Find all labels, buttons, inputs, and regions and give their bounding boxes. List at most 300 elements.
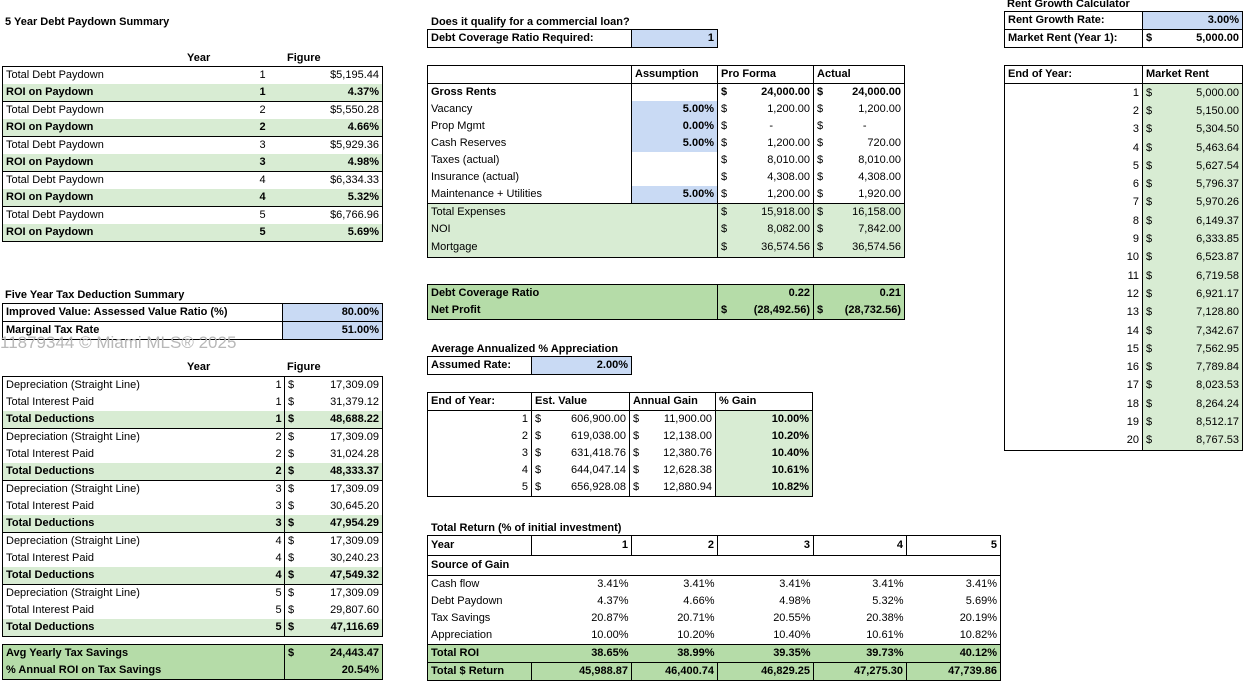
rent-year: 8 xyxy=(1132,214,1139,227)
depreciation-value: 17,309.09 xyxy=(299,585,383,603)
market-rent-row xyxy=(1005,139,1243,157)
dollar-sign: $ xyxy=(814,152,826,169)
total-deductions-year: 2 xyxy=(273,463,285,481)
total-deductions-label: Total Deductions xyxy=(3,567,273,585)
interest-paid-row xyxy=(3,498,383,515)
dollar-sign: $ xyxy=(630,479,642,497)
depreciation-label: Depreciation (Straight Line) xyxy=(3,481,273,499)
appreciation-year: 3 xyxy=(521,447,528,459)
market-rent-row xyxy=(1005,84,1243,103)
interest-paid-row xyxy=(3,602,383,619)
market-rent-value: 6,719.58 xyxy=(1157,267,1243,285)
dcr-required-input[interactable]: 1 xyxy=(632,30,718,48)
dollar-sign: $ xyxy=(285,377,299,395)
dollar-sign: $ xyxy=(1143,285,1157,303)
source-value: 10.20% xyxy=(677,629,715,641)
debt-paydown-year: 3 xyxy=(233,137,293,155)
market-rent-header: Market Rent xyxy=(1143,66,1243,84)
dollar-sign: $ xyxy=(814,118,826,135)
market-rent-row xyxy=(1005,249,1243,267)
total-deductions-label: Total Deductions xyxy=(3,515,273,533)
roi-paydown-year: 5 xyxy=(233,224,293,242)
market-rent-row xyxy=(1005,157,1243,175)
dollar-sign: $ xyxy=(718,84,730,102)
dollar-sign: $ xyxy=(532,462,544,479)
total-deductions-label: Total Deductions xyxy=(3,619,273,637)
depreciation-value: 17,309.09 xyxy=(299,481,383,499)
dollar-sign: $ xyxy=(1143,139,1157,157)
empty-cell xyxy=(532,556,632,576)
rent-growth-rate-label: Rent Growth Rate: xyxy=(1005,12,1143,30)
depreciation-year: 3 xyxy=(273,481,285,499)
total-deductions-value: 48,688.22 xyxy=(299,411,383,429)
market-rent-value: 7,562.95 xyxy=(1157,340,1243,358)
rent-year: 18 xyxy=(1126,397,1139,410)
dcr-actual: 0.21 xyxy=(879,287,901,299)
source-value: 10.40% xyxy=(773,629,811,641)
net-profit-proforma: (28,492.56) xyxy=(753,304,810,316)
total-roi-value: 38.65% xyxy=(532,645,632,663)
market-rent-input[interactable]: 5,000.00 xyxy=(1196,32,1239,44)
market-rent-value: 5,796.37 xyxy=(1157,175,1243,193)
debt-paydown-figure: $5,929.36 xyxy=(293,137,383,155)
depreciation-value: 17,309.09 xyxy=(299,377,383,395)
debt-paydown-figure: $6,334.33 xyxy=(293,172,383,190)
roi-paydown-row xyxy=(3,224,383,242)
dollar-sign: $ xyxy=(1143,230,1157,248)
debt-paydown-label: Total Debt Paydown xyxy=(3,67,233,85)
market-rent-row xyxy=(1005,194,1243,212)
debt-paydown-label: Total Debt Paydown xyxy=(3,137,233,155)
source-of-gain-row xyxy=(428,556,1001,576)
dollar-sign: $ xyxy=(630,428,642,445)
total-return-value: 46,400.74 xyxy=(632,663,718,681)
total-return-row xyxy=(428,576,1001,594)
rent-year: 5 xyxy=(1132,159,1139,172)
market-rent-value: 5,000.00 xyxy=(1157,84,1243,103)
debt-paydown-figure-header: Figure xyxy=(287,52,321,64)
proforma-value: 1,200.00 xyxy=(767,103,811,115)
market-rent-row xyxy=(1005,102,1243,120)
rent-year: 6 xyxy=(1132,178,1139,191)
proforma-row-label: Gross Rents xyxy=(431,86,497,98)
market-rent-value: 7,342.67 xyxy=(1157,322,1243,340)
year-header: 2 xyxy=(632,536,718,556)
total-deductions-label: Total Deductions xyxy=(3,411,273,429)
rent-year: 16 xyxy=(1126,361,1139,374)
proforma-total-value: 8,082.00 xyxy=(730,221,814,238)
assumption-input xyxy=(632,169,718,186)
net-profit-actual: (28,732.56) xyxy=(844,304,901,316)
total-deductions-year: 4 xyxy=(273,567,285,585)
total-roi-value: 39.73% xyxy=(814,645,907,663)
roi-paydown-row xyxy=(3,119,383,137)
proforma-header-row xyxy=(428,66,905,84)
source-label: Debt Paydown xyxy=(431,595,503,607)
source-value: 5.69% xyxy=(965,595,997,607)
assumed-rate-input[interactable]: 2.00% xyxy=(532,357,632,375)
source-value: 10.82% xyxy=(959,629,997,641)
dollar-sign: $ xyxy=(718,302,730,320)
proforma-row xyxy=(428,152,905,169)
dollar-sign: $ xyxy=(285,394,299,411)
pct-gain: 10.00% xyxy=(716,411,813,429)
annual-gain: 12,880.94 xyxy=(663,481,713,493)
annual-roi-tax-label: % Annual ROI on Tax Savings xyxy=(6,664,162,676)
dollar-sign: $ xyxy=(1143,358,1157,376)
year-header: 3 xyxy=(718,536,814,556)
source-label: Cash flow xyxy=(431,578,480,590)
total-deductions-value: 47,954.29 xyxy=(299,515,383,533)
dollar-sign: $ xyxy=(630,445,642,462)
roi-paydown-label: ROI on Paydown xyxy=(3,84,233,102)
depreciation-row xyxy=(3,585,383,603)
tax-deduction-table xyxy=(2,376,383,637)
proforma-total-row xyxy=(428,204,905,222)
depreciation-value: 17,309.09 xyxy=(299,429,383,447)
total-return-row xyxy=(428,627,1001,645)
interest-paid-label: Total Interest Paid xyxy=(3,498,273,515)
proforma-value: 24,000.00 xyxy=(761,86,811,98)
dollar-sign: $ xyxy=(1143,304,1157,322)
debt-paydown-year: 2 xyxy=(233,102,293,120)
source-value: 3.41% xyxy=(965,578,997,590)
dollar-sign: $ xyxy=(1143,413,1157,431)
est-value-header: Est. Value xyxy=(532,393,630,411)
interest-paid-value: 31,024.28 xyxy=(299,446,383,463)
total-dollar-return-row xyxy=(428,663,1001,681)
debt-paydown-year: 5 xyxy=(233,207,293,225)
dollar-sign: $ xyxy=(1143,395,1157,413)
interest-paid-year: 4 xyxy=(275,552,282,564)
total-return-table xyxy=(427,535,1001,681)
dollar-sign: $ xyxy=(285,446,299,463)
dollar-sign: $ xyxy=(718,118,730,135)
roi-paydown-row xyxy=(3,84,383,102)
rent-year: 10 xyxy=(1126,251,1139,264)
dollar-sign: $ xyxy=(285,411,299,429)
debt-paydown-figure: $5,195.44 xyxy=(293,67,383,85)
rent-year: 2 xyxy=(1132,104,1139,117)
rent-growth-title: Rent Growth Calculator xyxy=(1007,0,1130,10)
depreciation-year: 4 xyxy=(273,533,285,551)
roi-paydown-label: ROI on Paydown xyxy=(3,154,233,172)
proforma-value: 1,200.00 xyxy=(767,188,811,200)
total-deductions-year: 3 xyxy=(273,515,285,533)
dollar-sign: $ xyxy=(285,498,299,515)
commercial-loan-title: Does it qualify for a commercial loan? xyxy=(431,16,630,28)
market-rent-row xyxy=(1005,304,1243,322)
depreciation-row xyxy=(3,533,383,551)
market-rent-value: 5,150.00 xyxy=(1157,102,1243,120)
source-value: 10.00% xyxy=(591,629,629,641)
annual-gain: 12,138.00 xyxy=(663,430,713,442)
annual-gain-header: Annual Gain xyxy=(630,393,716,411)
proforma-row xyxy=(428,135,905,152)
proforma-row xyxy=(428,169,905,186)
debt-paydown-figure: $5,550.28 xyxy=(293,102,383,120)
actual-value: 4,308.00 xyxy=(858,171,902,183)
interest-paid-value: 30,645.20 xyxy=(299,498,383,515)
rent-year: 9 xyxy=(1132,233,1139,246)
dollar-sign: $ xyxy=(285,463,299,481)
market-rent-row xyxy=(1005,230,1243,248)
market-rent-table xyxy=(1004,65,1243,451)
dollar-sign: $ xyxy=(718,204,730,222)
dollar-sign: $ xyxy=(1143,322,1157,340)
interest-paid-row xyxy=(3,446,383,463)
tax-year-header: Year xyxy=(187,361,211,373)
annual-roi-tax-value: 20.54% xyxy=(341,664,379,676)
total-deductions-value: 47,549.32 xyxy=(299,567,383,585)
market-rent-header-row xyxy=(1005,66,1243,84)
source-value: 3.41% xyxy=(597,578,629,590)
total-deductions-value: 47,116.69 xyxy=(299,619,383,637)
dcr-label: Debt Coverage Ratio xyxy=(431,287,540,299)
roi-paydown-value: 5.32% xyxy=(293,189,383,207)
market-rent-value: 8,023.53 xyxy=(1157,377,1243,395)
proforma-corner xyxy=(428,66,632,84)
market-rent-row xyxy=(1005,175,1243,193)
source-label: Tax Savings xyxy=(431,612,491,624)
appreciation-row xyxy=(428,428,813,445)
dollar-sign: $ xyxy=(532,428,544,445)
dollar-sign: $ xyxy=(814,101,826,118)
assumption-input[interactable]: 5.00% xyxy=(632,135,718,152)
depreciation-year: 2 xyxy=(273,429,285,447)
annual-gain: 12,628.38 xyxy=(663,464,713,476)
depreciation-row xyxy=(3,377,383,395)
dollar-sign: $ xyxy=(814,84,826,102)
empty-cell xyxy=(814,556,907,576)
assumption-input[interactable]: 5.00% xyxy=(632,101,718,118)
proforma-value: - xyxy=(769,120,774,132)
market-rent-value: 8,264.24 xyxy=(1157,395,1243,413)
market-rent-row xyxy=(1005,267,1243,285)
total-return-label: Total $ Return xyxy=(428,663,532,681)
actual-total-value: 7,842.00 xyxy=(826,221,905,238)
appreciation-table xyxy=(427,392,813,497)
proforma-header: Pro Forma xyxy=(718,66,814,84)
proforma-row-label: Maintenance + Utilities xyxy=(431,188,542,200)
dollar-sign: $ xyxy=(285,602,299,619)
marginal-tax-input[interactable]: 51.00% xyxy=(283,322,383,340)
proforma-total-label: NOI xyxy=(428,221,718,238)
total-return-value: 46,829.25 xyxy=(718,663,814,681)
assumed-rate-label: Assumed Rate: xyxy=(431,359,512,371)
dollar-sign: $ xyxy=(718,186,730,204)
appreciation-row xyxy=(428,479,813,497)
actual-value: 8,010.00 xyxy=(858,154,902,166)
est-value: 656,928.08 xyxy=(570,481,627,493)
assumption-header: Assumption xyxy=(632,66,718,84)
proforma-row xyxy=(428,84,905,102)
dollar-sign: $ xyxy=(1143,212,1157,230)
appreciation-row xyxy=(428,411,813,429)
pct-gain: 10.20% xyxy=(716,428,813,445)
debt-paydown-figure: $6,766.96 xyxy=(293,207,383,225)
dollar-sign: $ xyxy=(814,135,826,152)
market-rent-row xyxy=(1005,340,1243,358)
debt-paydown-row xyxy=(3,207,383,225)
pct-gain: 10.82% xyxy=(716,479,813,497)
rent-growth-rate-input[interactable]: 3.00% xyxy=(1157,12,1243,30)
roi-paydown-year: 3 xyxy=(233,154,293,172)
interest-paid-row xyxy=(3,550,383,567)
dollar-sign: $ xyxy=(1143,267,1157,285)
dollar-sign: $ xyxy=(285,619,299,637)
dollar-sign: $ xyxy=(718,152,730,169)
proforma-row-label: Cash Reserves xyxy=(431,137,507,149)
roi-paydown-label: ROI on Paydown xyxy=(3,189,233,207)
rent-year: 14 xyxy=(1126,324,1139,337)
proforma-total-value: 36,574.56 xyxy=(730,238,814,258)
interest-paid-year: 1 xyxy=(275,396,282,408)
dollar-sign: $ xyxy=(1143,84,1157,103)
dollar-sign: $ xyxy=(1143,157,1157,175)
actual-value: 720.00 xyxy=(867,137,902,149)
annual-gain: 12,380.76 xyxy=(663,447,713,459)
total-roi-value: 40.12% xyxy=(907,645,1001,663)
source-value: 4.37% xyxy=(597,595,629,607)
appreciation-header-row xyxy=(428,393,813,411)
improved-value-input[interactable]: 80.00% xyxy=(283,304,383,322)
dcr-proforma: 0.22 xyxy=(788,287,810,299)
dollar-sign: $ xyxy=(285,533,299,551)
market-rent-value: 5,627.54 xyxy=(1157,157,1243,175)
total-roi-label: Total ROI xyxy=(428,645,532,663)
dollar-sign: $ xyxy=(285,550,299,567)
source-value: 10.61% xyxy=(866,629,904,641)
dollar-sign: $ xyxy=(1143,377,1157,395)
source-value: 20.55% xyxy=(773,612,811,624)
mls-watermark: 11879344 © Miami MLS® 2025 xyxy=(0,333,237,352)
source-value: 20.71% xyxy=(677,612,715,624)
total-roi-value: 39.35% xyxy=(718,645,814,663)
source-value: 4.98% xyxy=(779,595,811,607)
proforma-total-row xyxy=(428,238,905,258)
debt-paydown-year: 4 xyxy=(233,172,293,190)
dollar-sign: $ xyxy=(532,411,544,429)
appreciation-year: 4 xyxy=(521,464,528,476)
source-value: 5.32% xyxy=(872,595,904,607)
market-rent-value: 6,333.85 xyxy=(1157,230,1243,248)
dollar-sign: $ xyxy=(814,221,826,238)
interest-paid-value: 30,240.23 xyxy=(299,550,383,567)
appreciation-year: 2 xyxy=(521,430,528,442)
market-rent-value: 5,463.64 xyxy=(1157,139,1243,157)
roi-paydown-year: 4 xyxy=(233,189,293,207)
actual-total-value: 36,574.56 xyxy=(826,238,905,258)
proforma-row xyxy=(428,118,905,135)
interest-paid-year: 3 xyxy=(275,500,282,512)
market-rent-value: 7,128.80 xyxy=(1157,304,1243,322)
empty-cell xyxy=(632,556,718,576)
appreciation-year: 5 xyxy=(521,481,528,493)
proforma-table xyxy=(427,65,905,258)
proforma-total-label: Mortgage xyxy=(428,238,718,258)
market-rent-label: Market Rent (Year 1): xyxy=(1008,32,1118,44)
improved-value-label: Improved Value: Assessed Value Ratio (%) xyxy=(3,304,283,322)
appreciation-row xyxy=(428,445,813,462)
dcr-required-table xyxy=(427,29,718,48)
rent-year: 12 xyxy=(1126,287,1139,300)
roi-paydown-year: 1 xyxy=(233,84,293,102)
roi-paydown-value: 4.66% xyxy=(293,119,383,137)
assumption-input[interactable]: 5.00% xyxy=(632,186,718,204)
dollar-sign: $ xyxy=(1143,102,1157,120)
market-rent-row xyxy=(1005,432,1243,451)
proforma-total-label: Total Expenses xyxy=(428,204,718,222)
debt-paydown-title: 5 Year Debt Paydown Summary xyxy=(5,16,170,28)
dollar-sign: $ xyxy=(285,429,299,447)
total-return-year-row xyxy=(428,536,1001,556)
debt-paydown-row xyxy=(3,102,383,120)
appreciation-title: Average Annualized % Appreciation xyxy=(431,343,619,355)
roi-paydown-label: ROI on Paydown xyxy=(3,119,233,137)
interest-paid-label: Total Interest Paid xyxy=(3,394,273,411)
total-deductions-year: 5 xyxy=(273,619,285,637)
market-rent-value: 6,149.37 xyxy=(1157,212,1243,230)
dollar-sign: $ xyxy=(630,462,642,479)
market-rent-value: 8,512.17 xyxy=(1157,413,1243,431)
interest-paid-value: 31,379.12 xyxy=(299,394,383,411)
rent-year: 13 xyxy=(1126,306,1139,319)
rent-year: 20 xyxy=(1126,434,1139,447)
depreciation-label: Depreciation (Straight Line) xyxy=(3,585,273,603)
dollar-sign: $ xyxy=(1143,30,1157,48)
assumption-input[interactable]: 0.00% xyxy=(632,118,718,135)
total-deductions-value: 48,333.37 xyxy=(299,463,383,481)
roi-paydown-year: 2 xyxy=(233,119,293,137)
marginal-tax-label: Marginal Tax Rate xyxy=(6,324,100,336)
proforma-row-label: Insurance (actual) xyxy=(431,171,520,183)
total-return-title: Total Return (% of initial investment) xyxy=(431,522,622,534)
debt-paydown-label: Total Debt Paydown xyxy=(3,102,233,120)
roi-paydown-label: ROI on Paydown xyxy=(3,224,233,242)
empty-cell xyxy=(907,556,1001,576)
avg-yearly-tax-value: 24,443.47 xyxy=(330,647,379,659)
dollar-sign: $ xyxy=(814,302,826,320)
dollar-sign: $ xyxy=(1143,175,1157,193)
year-header: 5 xyxy=(907,536,1001,556)
annual-gain: 11,900.00 xyxy=(663,413,713,425)
total-deductions-label: Total Deductions xyxy=(3,463,273,481)
est-value: 619,038.00 xyxy=(570,430,627,442)
depreciation-value: 17,309.09 xyxy=(299,533,383,551)
roi-paydown-value: 4.98% xyxy=(293,154,383,172)
dollar-sign: $ xyxy=(718,221,730,238)
source-value: 20.38% xyxy=(866,612,904,624)
appreciation-year: 1 xyxy=(521,413,528,425)
pct-gain-header: % Gain xyxy=(716,393,813,411)
total-deductions-row xyxy=(3,463,383,481)
tax-figure-header: Figure xyxy=(287,361,321,373)
total-return-value: 47,739.86 xyxy=(907,663,1001,681)
tax-savings-table xyxy=(2,644,383,680)
dollar-sign: $ xyxy=(1143,121,1157,139)
end-of-year-header: End of Year: xyxy=(428,393,532,411)
proforma-value: 8,010.00 xyxy=(767,154,811,166)
rent-year: 4 xyxy=(1132,141,1139,154)
year-label: Year xyxy=(428,536,532,556)
actual-value: 1,920.00 xyxy=(858,188,902,200)
net-profit-label: Net Profit xyxy=(431,304,481,316)
total-deductions-row xyxy=(3,619,383,637)
source-value: 3.41% xyxy=(779,578,811,590)
proforma-value: 1,200.00 xyxy=(767,137,811,149)
dollar-sign: $ xyxy=(285,515,299,533)
